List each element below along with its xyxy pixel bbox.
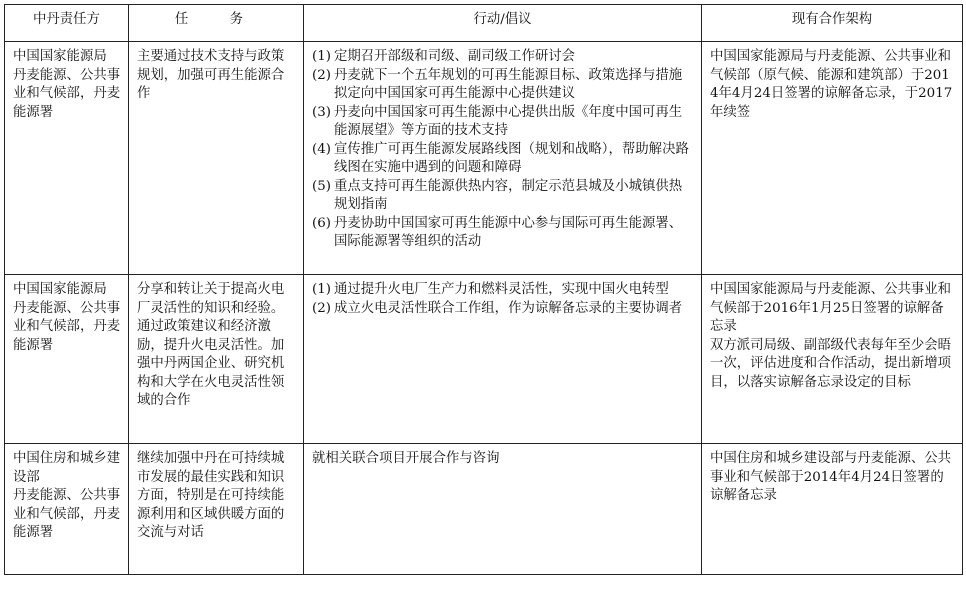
action-text: 丹麦就下一个五年规划的可再生能源目标、政策选择与措施拟定向中国国家可再生能源中心提供建议 [334,67,683,101]
party-cell: 中国国家能源局 丹麦能源、公共事业和气候部，丹麦能源署 [5,42,129,275]
action-text: 重点支持可再生能源供热内容，制定示范县城及小城镇供热规划指南 [334,178,683,212]
table-row [5,444,963,575]
action-item [312,281,695,300]
header-framework: 现有合作架构 [702,5,963,42]
action-item [312,141,695,178]
framework-cell: 中国国家能源局与丹麦能源、公共事业和气候部于2016年1月25日签署的谅解备忘录 双方派司局级、副部级代表每年至少会晤一次，评估进度和合作活动，提出新增项目，以落实谅解备忘录设定的目标 [702,275,963,444]
action-item [312,178,695,215]
action-text: 定期召开部级和司级、副司级工作研讨会 [334,49,576,64]
framework-cell: 中国住房和城乡建设部与丹麦能源、公共事业和气候部于2014年4月24日签署的谅解备忘录 [702,444,963,575]
table-row [5,42,963,275]
cooperation-table-container [4,4,963,575]
task-cell: 主要通过技术支持与政策规划，加强可再生能源合作 [129,42,304,275]
header-task: 任 务 [129,5,304,42]
header-party: 中丹责任方 [5,5,129,42]
action-text: 丹麦向中国国家可再生能源中心提供出版《年度中国可再生能源展望》等方面的技术支持 [334,104,683,138]
action-cell [304,42,702,275]
action-item [312,48,695,67]
framework-cell: 中国国家能源局与丹麦能源、公共事业和气候部（原气候、能源和建筑部）于2014年4月24日签署的谅解备忘录，于2017年续签 [702,42,963,275]
action-number: (2) [312,300,331,316]
action-text: 丹麦协助中国国家可再生能源中心参与国际可再生能源署、国际能源署等组织的活动 [334,215,683,249]
action-number: (1) [312,282,331,297]
cooperation-table [4,4,963,575]
task-cell: 分享和转让关于提高火电厂灵活性的知识和经验。通过政策建议和经济激励，提升火电灵活性。加强中丹两国企业、研究机构和大学在火电灵活性领域的合作 [129,275,304,444]
action-number: (2) [312,67,331,83]
action-text: 通过提升火电厂生产力和燃料灵活性，实现中国火电转型 [334,282,669,297]
action-number: (6) [312,215,331,231]
action-item [312,67,695,104]
header-row [5,5,963,42]
party-cell: 中国国家能源局 丹麦能源、公共事业和气候部，丹麦能源署 [5,275,129,444]
action-item [312,300,695,319]
action-cell: 就相关联合项目开展合作与咨询 [304,444,702,575]
party-cell: 中国住房和城乡建设部 丹麦能源、公共事业和气候部，丹麦能源署 [5,444,129,575]
action-number: (1) [312,49,331,64]
action-number: (3) [312,104,331,120]
table-row [5,275,963,444]
action-cell [304,275,702,444]
action-number: (4) [312,141,331,157]
action-number: (5) [312,178,331,194]
action-item [312,215,695,252]
action-item [312,104,695,141]
action-text: 成立火电灵活性联合工作组，作为谅解备忘录的主要协调者 [334,300,683,316]
action-text: 宣传推广可再生能源发展路线图（规划和战略），帮助解决路线图在实施中遇到的问题和障碍 [334,141,689,175]
task-cell: 继续加强中丹在可持续城市发展的最佳实践和知识方面，特别是在可持续能源利用和区域供暖方面的交流与对话 [129,444,304,575]
header-action: 行动/倡议 [304,5,702,42]
